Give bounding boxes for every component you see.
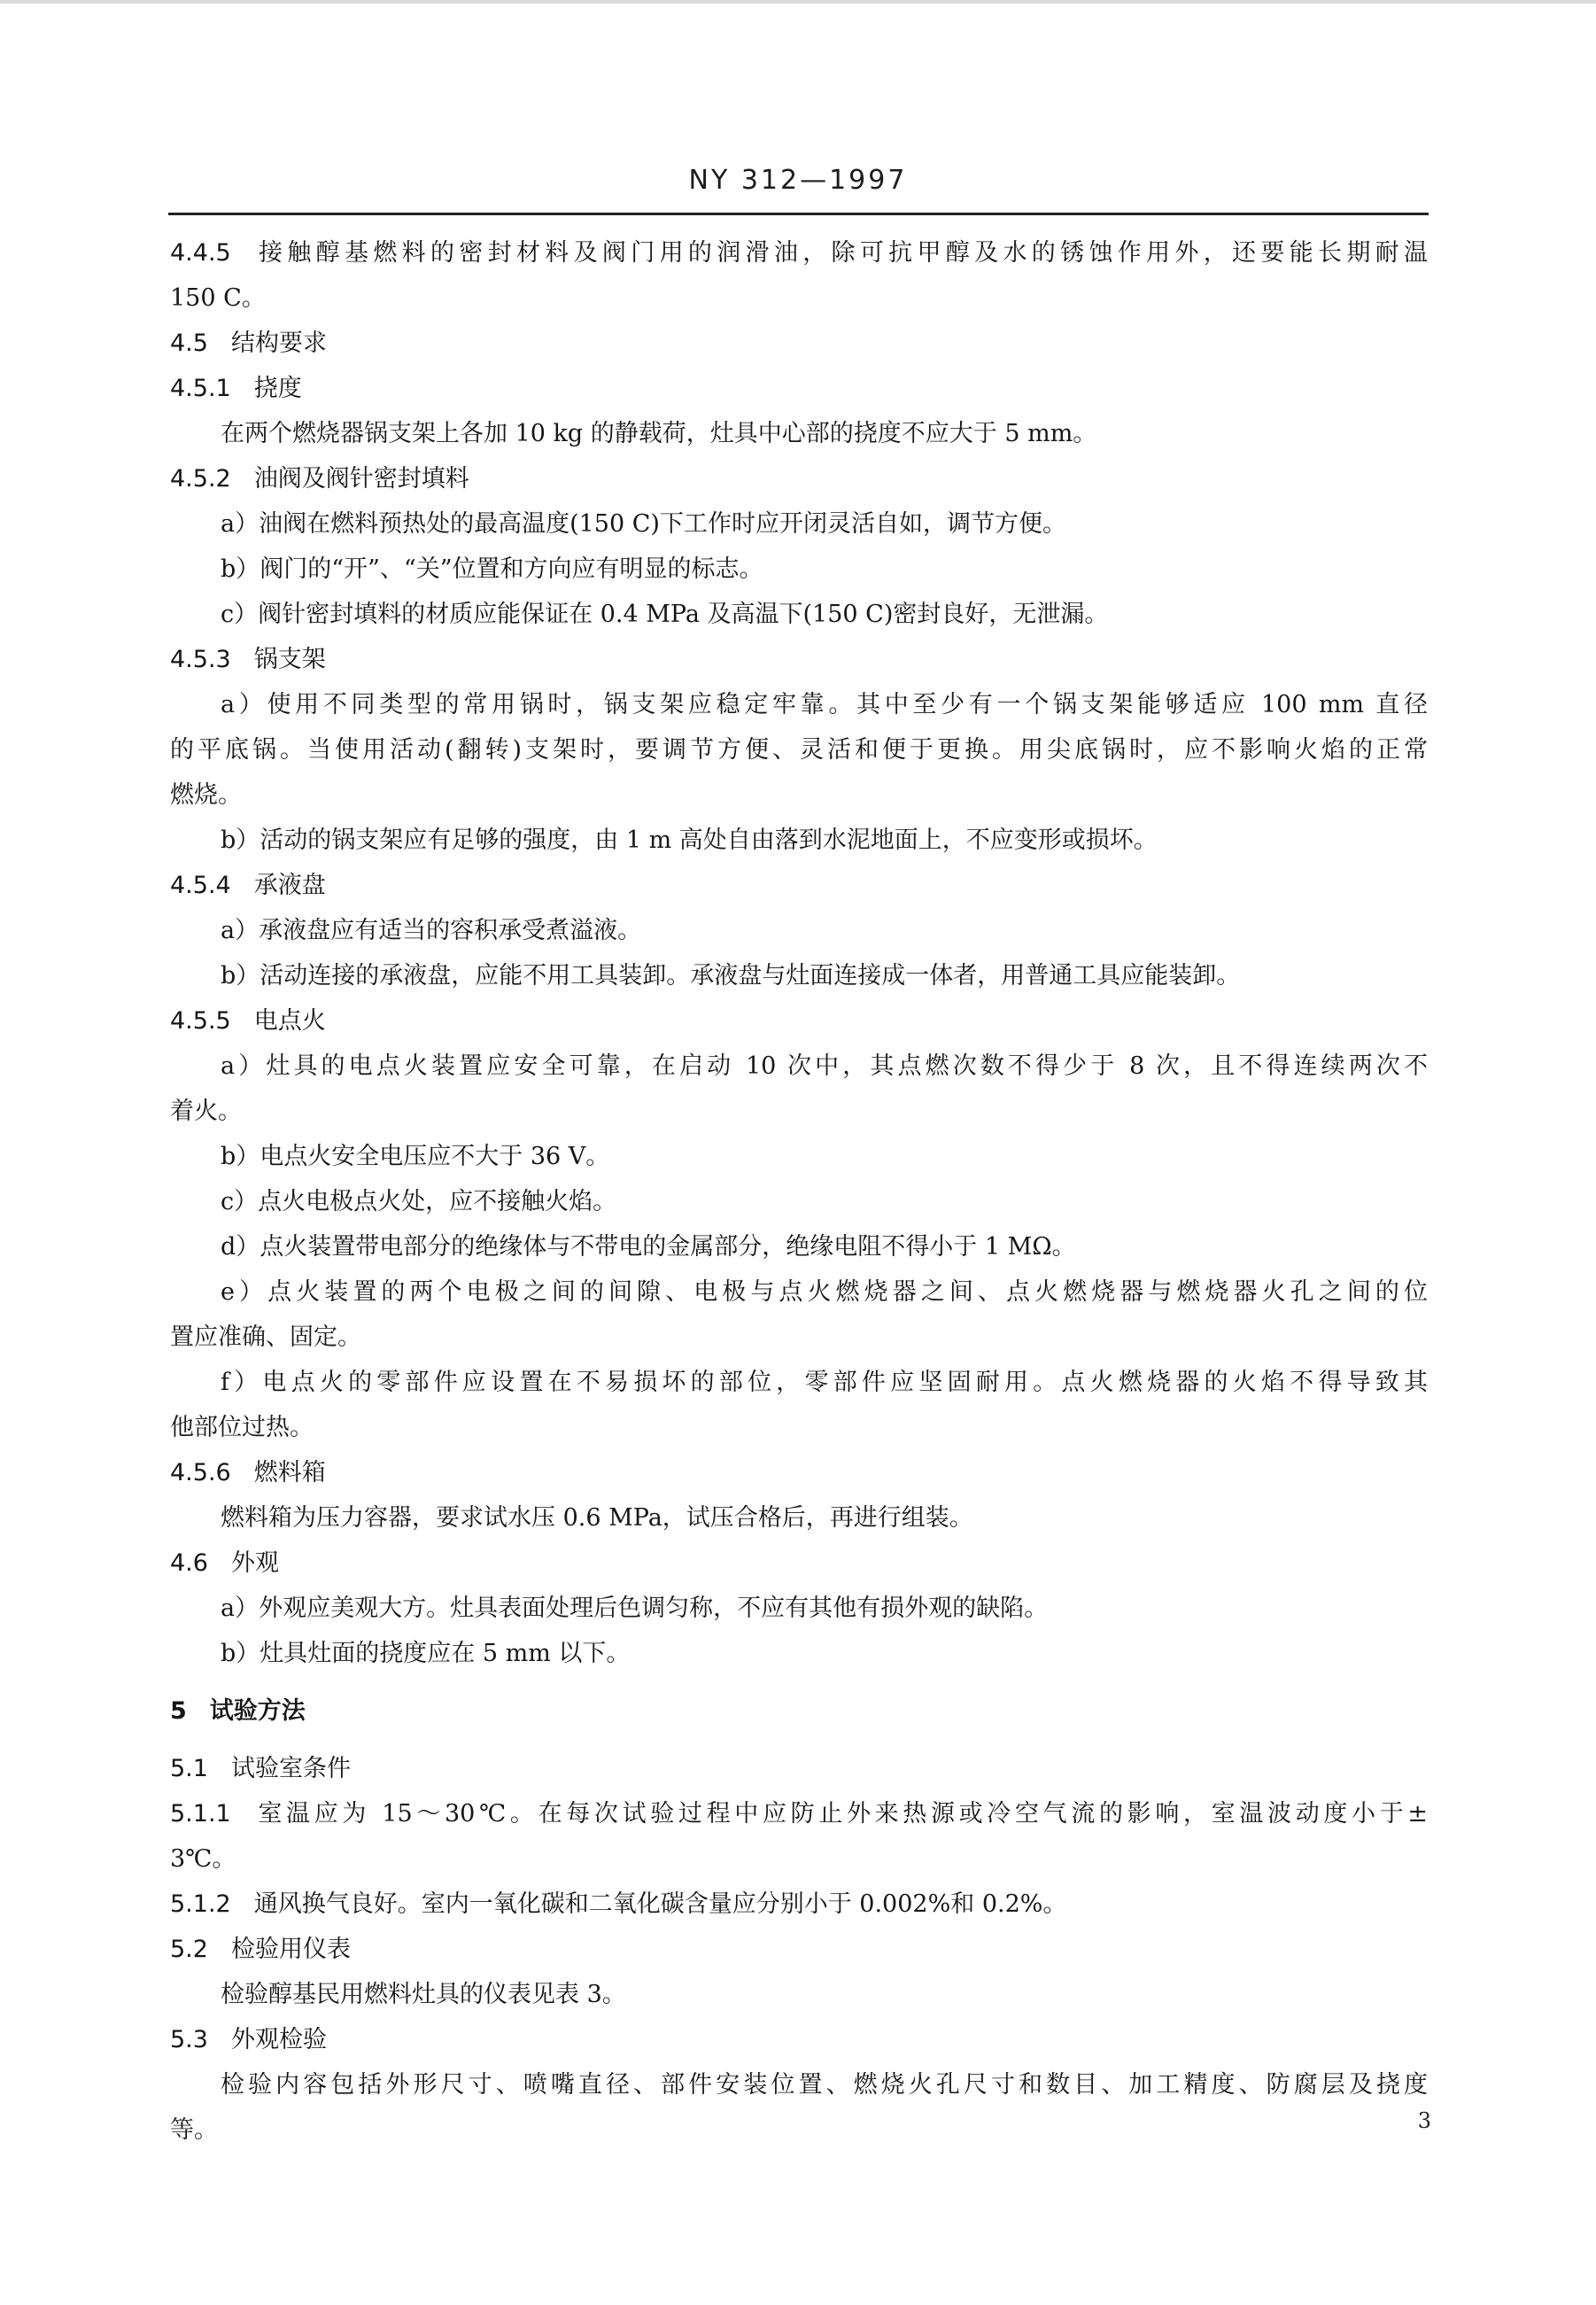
clause-heading	[170, 1450, 1428, 1495]
chapter-title: 试验方法	[209, 1697, 306, 1725]
chapter-heading	[170, 1688, 1428, 1734]
page-number: 3	[1417, 2108, 1431, 2133]
clause-title: 检验用仪表	[230, 1936, 351, 1963]
clause-text: 室温应为 15～30℃。在每次试验过程中应防止外来热源或冷空气流的影响，室温波动度小于±	[253, 1800, 1428, 1828]
continuation-line: 等。	[170, 2116, 218, 2144]
clause-number: 5.2	[170, 1936, 208, 1963]
standard-code-header: NY 312—1997	[688, 165, 908, 196]
list-item: b）阀门的“开”、“关”位置和方向应有明显的标志。	[221, 555, 763, 583]
list-item: 燃料箱为压力容器，要求试水压 0.6 MPa，试压合格后，再进行组装。	[221, 1504, 973, 1532]
clause-title: 电点火	[253, 1007, 326, 1035]
list-item: b）活动连接的承液盘，应能不用工具装卸。承液盘与灶面连接成一体者，用普通工具应能装卸。	[221, 962, 1241, 990]
clause-number: 4.5.1	[170, 375, 231, 402]
document-body	[170, 230, 1428, 2153]
list-item: a）使用不同类型的常用锅时，锅支架应稳定牢靠。其中至少有一个锅支架能够适应 100 mm 直径	[221, 691, 1428, 718]
continuation-line: 150 C。	[170, 284, 266, 312]
clause-paragraph-start	[170, 230, 1428, 276]
clause-heading	[170, 1927, 1428, 1972]
clause-paragraph-start	[170, 1882, 1428, 1927]
list-item: c）点火电极点火处，应不接触火焰。	[221, 1188, 617, 1215]
clause-heading	[170, 1541, 1428, 1586]
clause-number: 4.5.6	[170, 1459, 231, 1486]
list-item: a）油阀在燃料预热处的最高温度(150 C)下工作时应开闭灵活自如，调节方便。	[221, 510, 1066, 538]
clause-number: 5.1.2	[170, 1890, 231, 1918]
list-item: e）点火装置的两个电极之间的间隙、电极与点火燃烧器之间、点火燃烧器与燃烧器火孔之间的位	[221, 1278, 1428, 1306]
continuation-line: 他部位过热。	[170, 1414, 314, 1441]
continuation-line: 着火。	[170, 1098, 242, 1125]
clause-text: 通风换气良好。室内一氧化碳和二氧化碳含量应分别小于 0.002%和 0.2%。	[253, 1890, 1067, 1918]
clause-title: 燃料箱	[253, 1459, 326, 1486]
continuation-line: 3℃。	[170, 1845, 236, 1873]
clause-title: 结构要求	[230, 330, 327, 357]
clause-heading	[170, 1746, 1428, 1791]
clause-heading	[170, 2017, 1428, 2062]
clause-heading	[170, 863, 1428, 908]
list-item: 检验内容包括外形尺寸、喷嘴直径、部件安装位置、燃烧火孔尺寸和数目、加工精度、防腐层及挠度	[221, 2071, 1428, 2099]
clause-heading	[170, 637, 1428, 682]
continuation-line: 置应准确、固定。	[170, 1323, 361, 1351]
clause-number: 4.5.4	[170, 872, 231, 899]
clause-heading	[170, 366, 1428, 411]
clause-title: 油阀及阀针密封填料	[253, 465, 469, 493]
list-item: a）外观应美观大方。灶具表面处理后色调匀称，不应有其他有损外观的缺陷。	[221, 1595, 1049, 1622]
clause-number: 5.1	[170, 1755, 208, 1782]
clause-number: 5.1.1	[170, 1800, 231, 1828]
list-item: a）灶具的电点火装置应安全可靠，在启动 10 次中，其点燃次数不得少于 8 次，且不得连续两次不	[221, 1052, 1428, 1080]
clause-number: 4.5.2	[170, 465, 231, 493]
list-item: f）电点火的零部件应设置在不易损坏的部位，零部件应坚固耐用。点火燃烧器的火焰不得导致其	[221, 1369, 1428, 1396]
list-item: b）活动的锅支架应有足够的强度，由 1 m 高处自由落到水泥地面上，不应变形或损坏。	[221, 827, 1158, 854]
clause-heading	[170, 321, 1428, 366]
clause-title: 承液盘	[253, 872, 326, 899]
continuation-line: 的平底锅。当使用活动(翻转)支架时，要调节方便、灵活和便于更换。用尖底锅时，应不影响火焰的正常	[170, 736, 1428, 764]
chapter-number: 5	[170, 1697, 187, 1725]
list-item: b）电点火安全电压应不大于 36 V。	[221, 1143, 610, 1170]
list-item: b）灶具灶面的挠度应在 5 mm 以下。	[221, 1640, 631, 1667]
clause-text: 接触醇基燃料的密封材料及阀门用的润滑油，除可抗甲醇及水的锈蚀作用外，还要能长期耐温	[253, 239, 1428, 267]
list-item: a）承液盘应有适当的容积承受煮溢液。	[221, 917, 642, 944]
clause-number: 4.6	[170, 1549, 208, 1577]
scan-top-edge	[0, 0, 1596, 4]
clause-paragraph-start	[170, 1791, 1428, 1836]
clause-number: 5.3	[170, 2026, 208, 2053]
list-item: 在两个燃烧器锅支架上各加 10 kg 的静载荷，灶具中心部的挠度不应大于 5 mm。	[221, 420, 1097, 447]
clause-title: 挠度	[253, 375, 302, 402]
header-rule	[168, 213, 1429, 215]
continuation-line: 燃烧。	[170, 781, 242, 809]
clause-title: 试验室条件	[230, 1755, 351, 1782]
clause-title: 外观检验	[230, 2026, 327, 2053]
list-item: d）点火装置带电部分的绝缘体与不带电的金属部分，绝缘电阻不得小于 1 MΩ。	[221, 1233, 1076, 1261]
clause-heading	[170, 456, 1428, 501]
list-item: 检验醇基民用燃料灶具的仪表见表 3。	[221, 1981, 626, 2008]
clause-number: 4.5.5	[170, 1007, 231, 1035]
clause-number: 4.4.5	[170, 239, 231, 267]
clause-heading	[170, 998, 1428, 1044]
clause-title: 外观	[230, 1549, 279, 1577]
list-item: c）阀针密封填料的材质应能保证在 0.4 MPa 及高温下(150 C)密封良好，无泄漏。	[221, 601, 1109, 628]
clause-title: 锅支架	[253, 646, 326, 673]
clause-number: 4.5.3	[170, 646, 231, 673]
clause-number: 4.5	[170, 330, 208, 357]
